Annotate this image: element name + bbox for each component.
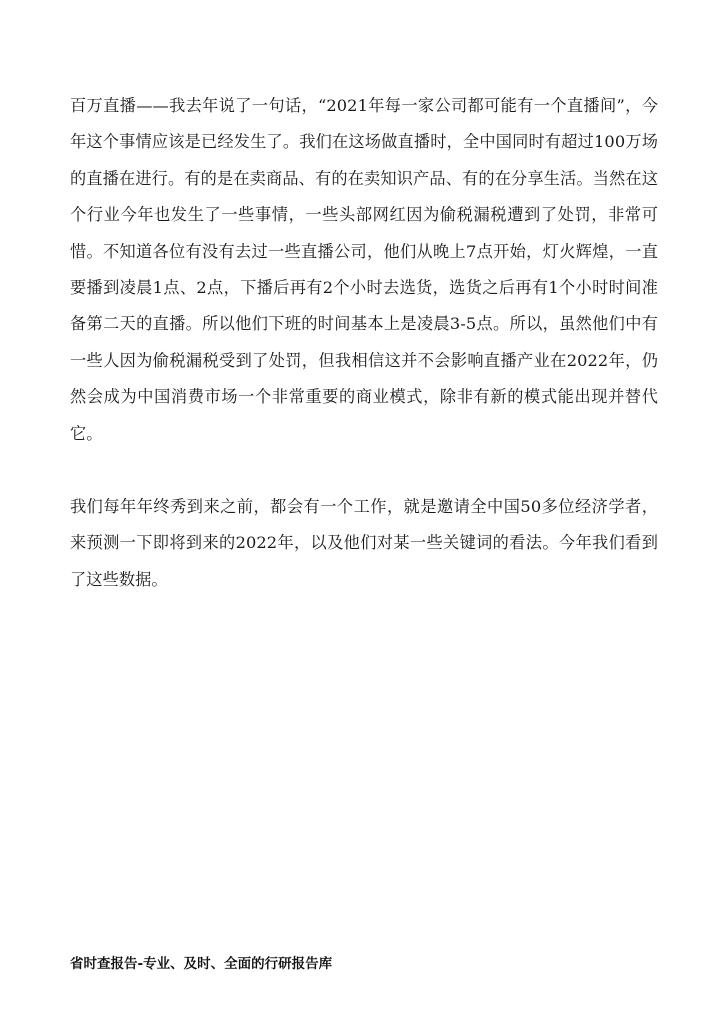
paragraph-economists-survey: 我们每年年终秀到来之前，都会有一个工作，就是邀请全中国50多位经济学者，来预测一下即将到来的2022年，以及他们对某一些关键词的看法。今年我们看到了这些数据。 (70, 497, 658, 589)
page-footer: 省时查报告-专业、及时、全面的行研报告库 (70, 956, 333, 972)
paragraph-live-streaming: 百万直播——我去年说了一句话，“2021年每一家公司都可能有一个直播间”，今年这个事情应该是已经发生了。我们在这场做直播时，全中国同时有超过100万场的直播在进行。有的是在卖商品、有的在卖知识产品、有的在分享生活。当然在这个行业今年也发生了一些事情，一些头部网红因为偷税漏税遭到了处罚，非常可惜。不知道各位有没有去过一些直播公司，他们从晚上7点开始，灯火辉煌，一直要播到凌晨1点、2点，下播后再有2个小时去选货，选货之后再有1个小时时间准备第二天的直播。所以他们下班的时间基本上是凌晨3-5点。所以，虽然他们中有一些人因为偷税漏税受到了处罚，但我相信这并不会影响直播产业在2022年，仍然会成为中国消费市场一个非常重要的商业模式，除非有新的模式能出现并替代它。 (70, 96, 658, 443)
document-body (70, 88, 658, 598)
